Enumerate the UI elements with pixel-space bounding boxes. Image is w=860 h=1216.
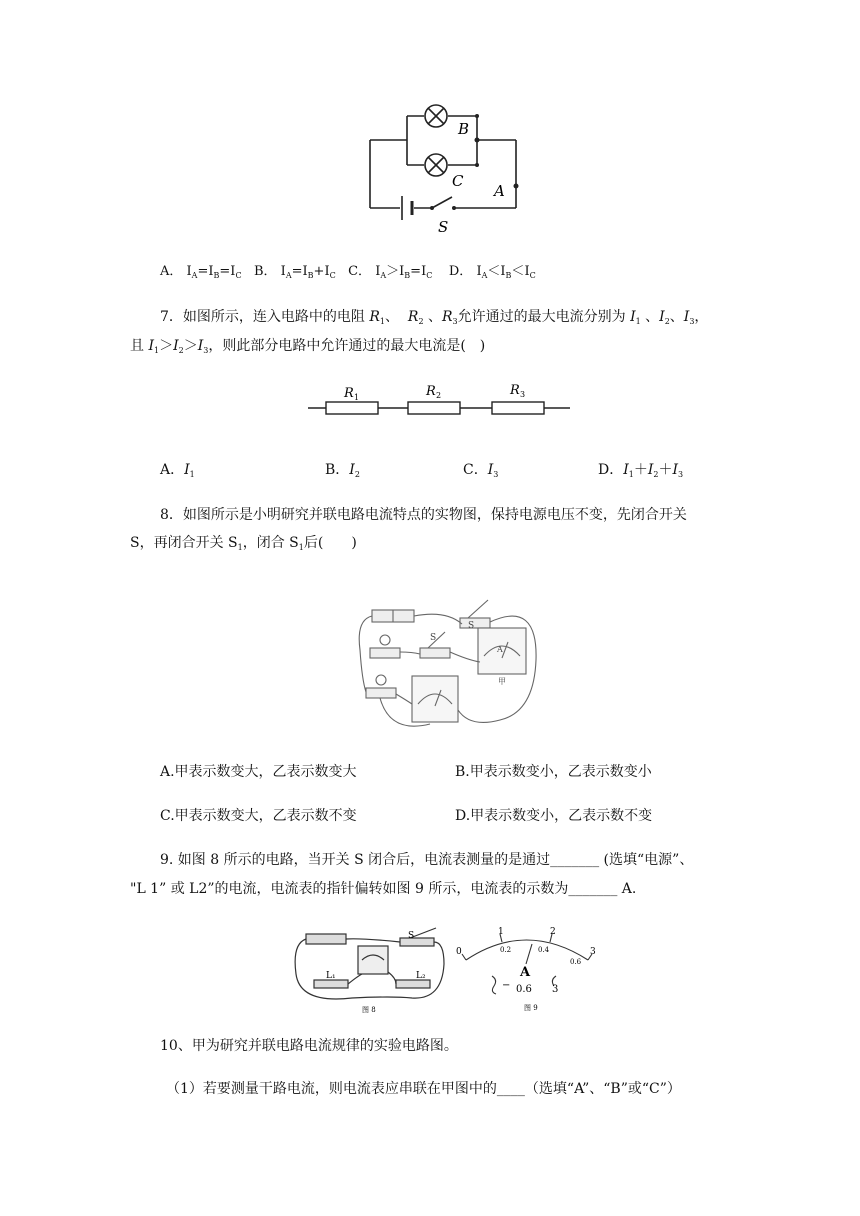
r1-label: R (344, 386, 354, 401)
q7-stem-line2: 且 $I_1>I_2>I_3$，则此部分电路中允许通过的最大电流是( ) (130, 338, 486, 355)
fig8-s: S (408, 931, 415, 941)
svg-text:1: 1 (354, 393, 360, 402)
q8-option-a: A.甲表示数变大，乙表示数变大 (160, 764, 357, 780)
fig9-tick-0: 0 (456, 947, 462, 957)
q10-stem-line1: 10、甲为研究并联电路电流规律的实验电路图。 (160, 1038, 458, 1054)
fig9-small-06: 0.6 (570, 958, 582, 966)
q6-options: A． $I_A=I_B=I_C$ B． $I_A=I_B+I_C$ C． $I_A>I_B=I_C$ D． $I_A<I_B<I_C$ (160, 264, 536, 280)
q8-option-b: B.甲表示数变小，乙表示数变小 (455, 764, 652, 780)
q9-figure-8-circuit (292, 924, 448, 1014)
svg-text:2: 2 (436, 391, 442, 400)
q8-fig-switch-s: S (468, 621, 475, 631)
label-C: C (452, 172, 464, 190)
q7-option-b: B．$I_2$ (325, 462, 360, 479)
q8-option-d: D.甲表示数变小，乙表示数不变 (455, 808, 653, 824)
fig9-small-02: 0.2 (500, 946, 512, 954)
svg-text:3: 3 (520, 390, 526, 399)
fig8-caption: 图 8 (362, 1006, 376, 1014)
r3-label: R (510, 383, 520, 398)
q8-apparatus-photo (350, 580, 550, 740)
q9-stem-line2: "L 1” 或 L2”的电流，电流表的指针偏转如图 9 所示，电流表的示数为_______ A. (130, 881, 637, 897)
fig9-small-04: 0.4 (538, 946, 550, 954)
fig9-minus: − (502, 980, 511, 991)
q7-stem-line1: 7．如图所示，连入电路中的电阻 $R_1$、 $R_2$ 、$R_3$允许通过的最大电流分别为 $I_1$ 、$I_2$、$I_3$， (160, 309, 709, 326)
r2-label: R (426, 384, 436, 399)
q10-stem-line2: （1）若要测量干路电流，则电流表应串联在甲图中的____（选填“A”、“B”或“C”） (166, 1081, 681, 1097)
label-B: B (458, 120, 470, 138)
q7-option-c: C．$I_3$ (463, 462, 499, 479)
fig8-l1: L₁ (326, 971, 336, 981)
fig9-range-3: 3 (552, 984, 559, 995)
q9-stem-line1: 9. 如图 8 所示的电路，当开关 S 闭合后，电流表测量的是通过_______ (选填“电源”、 (160, 852, 694, 868)
fig9-caption: 图 9 (524, 1004, 538, 1012)
q8-fig-switch-s1: S (430, 633, 437, 643)
fig9-unit: A (520, 965, 531, 980)
fig9-range-06: 0.6 (516, 984, 532, 995)
q7-option-d: D．$I_1+I_2+I_3$ (598, 462, 684, 479)
q6-circuit-diagram (362, 100, 532, 242)
q8-stem-line2: S，再闭合开关 $S_1$，闭合 $S_1$后( ) (130, 535, 357, 552)
q8-option-c: C.甲表示数变大，乙表示数不变 (160, 808, 357, 824)
fig9-tick-3: 3 (590, 947, 596, 957)
q8-fig-label-jia: 甲 (498, 677, 506, 686)
fig8-l2: L₂ (416, 971, 426, 981)
q8-stem-line1: 8．如图所示是小明研究并联电路电流特点的实物图，保持电源电压不变，先闭合开关 (160, 507, 687, 523)
q8-fig-meter-a: A (497, 645, 503, 654)
q7-option-a: A．$I_1$ (160, 462, 195, 479)
q9-figure-9-ammeter (452, 924, 602, 1014)
label-S: S (438, 218, 449, 236)
q7-resistor-diagram (308, 378, 574, 424)
label-A: A (494, 182, 505, 200)
fig9-tick-1: 1 (498, 927, 504, 937)
fig9-tick-2: 2 (550, 927, 556, 937)
